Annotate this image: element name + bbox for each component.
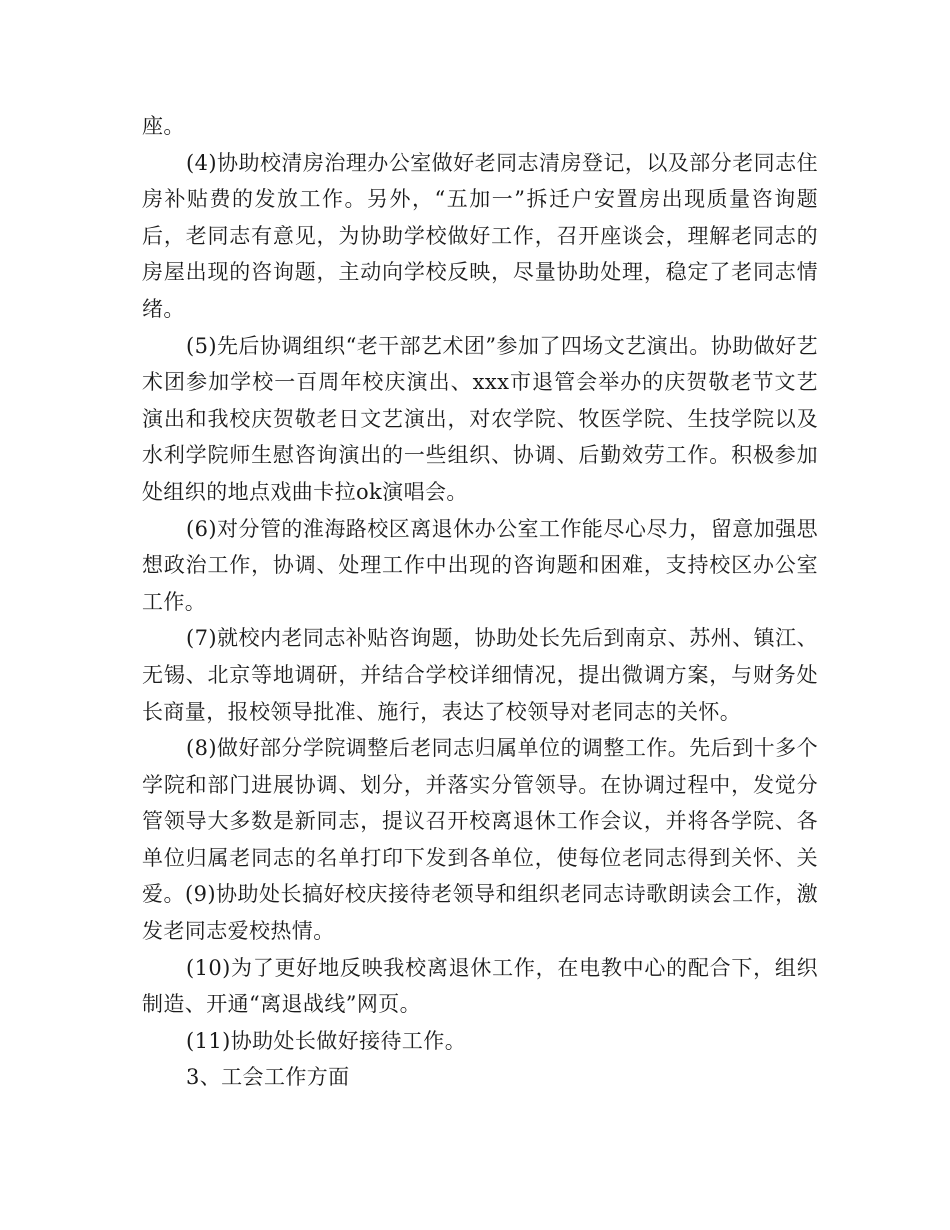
paragraph-item-7: (7)就校内老同志补贴咨询题，协助处长先后到南京、苏州、镇江、无锡、北京等地调研，并结合学校详细情况，提出微调方案，与财务处长商量，报校领导批准、施行，表达了校领导对老同志的关怀。 [142, 626, 818, 724]
paragraph-item-4: (4)协助校清房治理办公室做好老同志清房登记，以及部分老同志住房补贴费的发放工作。另外，“五加一”拆迁户安置房出现质量咨询题后，老同志有意见，为协助学校做好工作，召开座谈会，理解老同志的房屋出现的咨询题，主动向学校反映，尽量协助处理，稳定了老同志情绪。 [142, 150, 818, 321]
section-heading-union-work: 3、工会工作方面 [186, 1065, 350, 1090]
paragraph-item-5: (5)先后协调组织“老干部艺术团”参加了四场文艺演出。协助做好艺术团参加学校一百周年校庆演出、xxx市退管会举办的庆贺敬老节文艺演出和我校庆贺敬老日文艺演出，对农学院、牧医学院、生技学院以及水利学院师生慰咨询演出的一些组织、协调、后勤效劳工作。积极参加处组织的地点戏曲卡拉ok演唱会。 [142, 333, 818, 504]
paragraph-item-8-9: (8)做好部分学院调整后老同志归属单位的调整工作。先后到十多个学院和部门进展协调、划分，并落实分管领导。在协调过程中，发觉分管领导大多数是新同志，提议召开校离退休工作会议，并将各学院、各单位归属老同志的名单打印下发到各单位，使每位老同志得到关怀、关爱。(9)协助处长搞好校庆接待老领导和组织老同志诗歌朗读会工作，激发老同志爱校热情。 [142, 736, 818, 944]
paragraph-item-6: (6)对分管的淮海路校区离退休办公室工作能尽心尽力，留意加强思想政治工作，协调、处理工作中出现的咨询题和困难，支持校区办公室工作。 [142, 516, 818, 614]
document-body [142, 108, 818, 1096]
paragraph-item-10: (10)为了更好地反映我校离退休工作，在电教中心的配合下，组织制造、开通“离退战线”网页。 [142, 955, 818, 1017]
paragraph-continuation: 座。 [142, 114, 185, 138]
paragraph-item-11: (11)协助处长做好接待工作。 [186, 1028, 467, 1053]
